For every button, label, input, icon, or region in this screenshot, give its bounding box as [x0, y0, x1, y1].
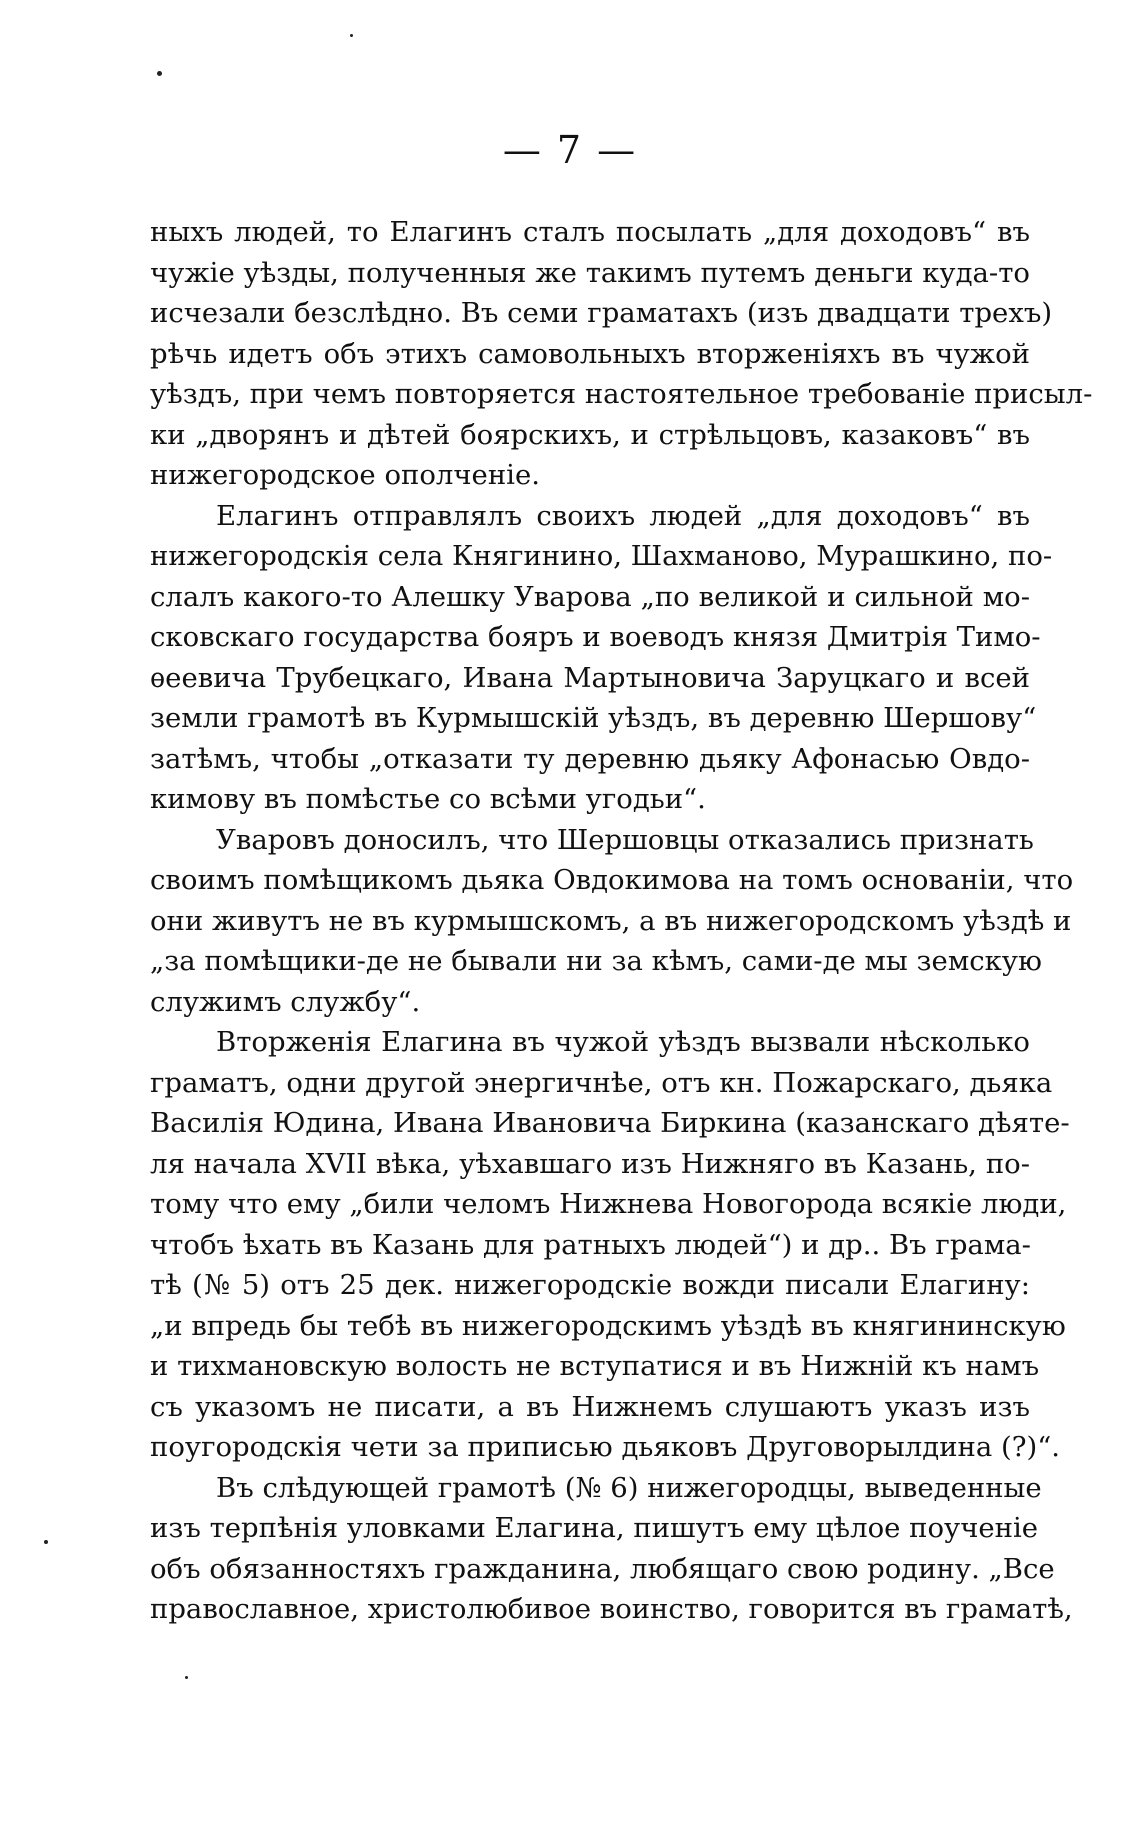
page-number: — 7 —	[502, 128, 638, 172]
paragraph	[150, 820, 1074, 1023]
print-speck	[44, 1540, 48, 1544]
paragraph	[150, 1022, 1070, 1468]
text-line: Елагинъ отправлялъ своихъ людей „для доходовъ“ въ	[216, 499, 1030, 532]
text-line: объ обязанностяхъ гражданина, любящаго свою родину. „Все	[150, 1552, 1055, 1585]
print-speck	[185, 1676, 188, 1679]
text-line: нижегородское ополченіе.	[150, 459, 540, 491]
text-line: они живутъ не въ курмышскомъ, а въ нижегородскомъ уѣздѣ и	[150, 904, 1072, 937]
paragraph	[150, 496, 1053, 820]
text-line: Въ слѣдующей грамотѣ (№ 6) нижегородцы, выведенные	[216, 1471, 1042, 1504]
paragraph	[150, 212, 1093, 496]
text-line: ныхъ людей, то Елагинъ сталъ посылать „для доходовъ“ въ	[150, 216, 1030, 248]
text-line: и тихмановскую волость не вступатися и въ Нижній къ намъ	[150, 1350, 1040, 1382]
print-speck	[350, 34, 353, 37]
text-line: рѣчь идетъ объ этихъ самовольныхъ вторженіяхъ въ чужой	[150, 337, 1030, 370]
text-line: нижегородскія села Княгинино, Шахманово, Мурашкино, по-	[150, 540, 1053, 572]
text-line: Вторженія Елагина въ чужой уѣздъ вызвали нѣсколько	[216, 1026, 1030, 1058]
text-line: ля начала XVII вѣка, уѣхавшаго изъ Нижняго въ Казань, по-	[150, 1147, 1030, 1180]
text-line: изъ терпѣнія уловками Елагина, пишутъ ему цѣлое поученіе	[150, 1512, 1039, 1544]
text-line: православное, христолюбивое воинство, говорится въ граматѣ,	[150, 1593, 1073, 1625]
text-line: „и впредь бы тебѣ въ нижегородскимъ уѣздѣ въ княгининскую	[150, 1309, 1066, 1342]
body-text	[150, 212, 1093, 1630]
text-line: ѳеевича Трубецкаго, Ивана Мартыновича Заруцкаго и всей	[150, 661, 1030, 694]
text-line: земли грамотѣ въ Курмышскій уѣздъ, въ деревню Шершову“	[150, 702, 1037, 734]
text-line: съ указомъ не писати, а въ Нижнемъ слушаютъ указъ изъ	[150, 1390, 1030, 1423]
text-line: сковскаго государства бояръ и воеводъ князя Дмитрія Тимо-	[150, 621, 1041, 653]
text-line: Василія Юдина, Ивана Ивановича Биркина (казанскаго дѣяте-	[150, 1107, 1070, 1139]
text-line: кимову въ помѣстье со всѣми угодьи“.	[150, 783, 706, 815]
text-line: чужіе уѣзды, полученныя же такимъ путемъ деньги куда-то	[150, 256, 1030, 289]
paragraph	[150, 1468, 1073, 1630]
text-line: „за помѣщики-де не бывали ни за кѣмъ, сами-де мы земскую	[150, 945, 1042, 977]
text-line: слалъ какого-то Алешку Уварова „по великой и сильной мо-	[150, 580, 1030, 613]
text-line: своимъ помѣщикомъ дьяка Овдокимова на томъ основаніи, что	[150, 864, 1074, 896]
text-line: затѣмъ, чтобы „отказати ту деревню дьяку Афонасью Овдо-	[150, 742, 1030, 775]
text-line: Уваровъ доносилъ, что Шершовцы отказались признать	[216, 823, 1034, 856]
text-line: исчезали безслѣдно. Въ семи граматахъ (изъ двадцати трехъ)	[150, 297, 1053, 329]
text-line: граматъ, одни другой энергичнѣе, отъ кн. Пожарскаго, дьяка	[150, 1066, 1053, 1099]
text-line: тому что ему „били челомъ Нижнева Новогорода всякіе люди,	[150, 1188, 1067, 1220]
text-line: уѣздъ, при чемъ повторяется настоятельное требованіе присыл-	[150, 378, 1093, 410]
text-line: служимъ службу“.	[150, 985, 421, 1018]
text-line: поугородскія чети за приписью дьяковъ Друговорылдина (?)“.	[150, 1431, 1060, 1463]
text-line: тѣ (№ 5) отъ 25 дек. нижегородскіе вожди писали Елагину:	[150, 1269, 1030, 1301]
print-speck	[157, 71, 162, 76]
text-line: чтобъ ѣхать въ Казань для ратныхъ людей“) и др.. Въ грама-	[150, 1228, 1031, 1261]
text-line: ки „дворянъ и дѣтей боярскихъ, и стрѣльцовъ, казаковъ“ въ	[150, 418, 1030, 451]
